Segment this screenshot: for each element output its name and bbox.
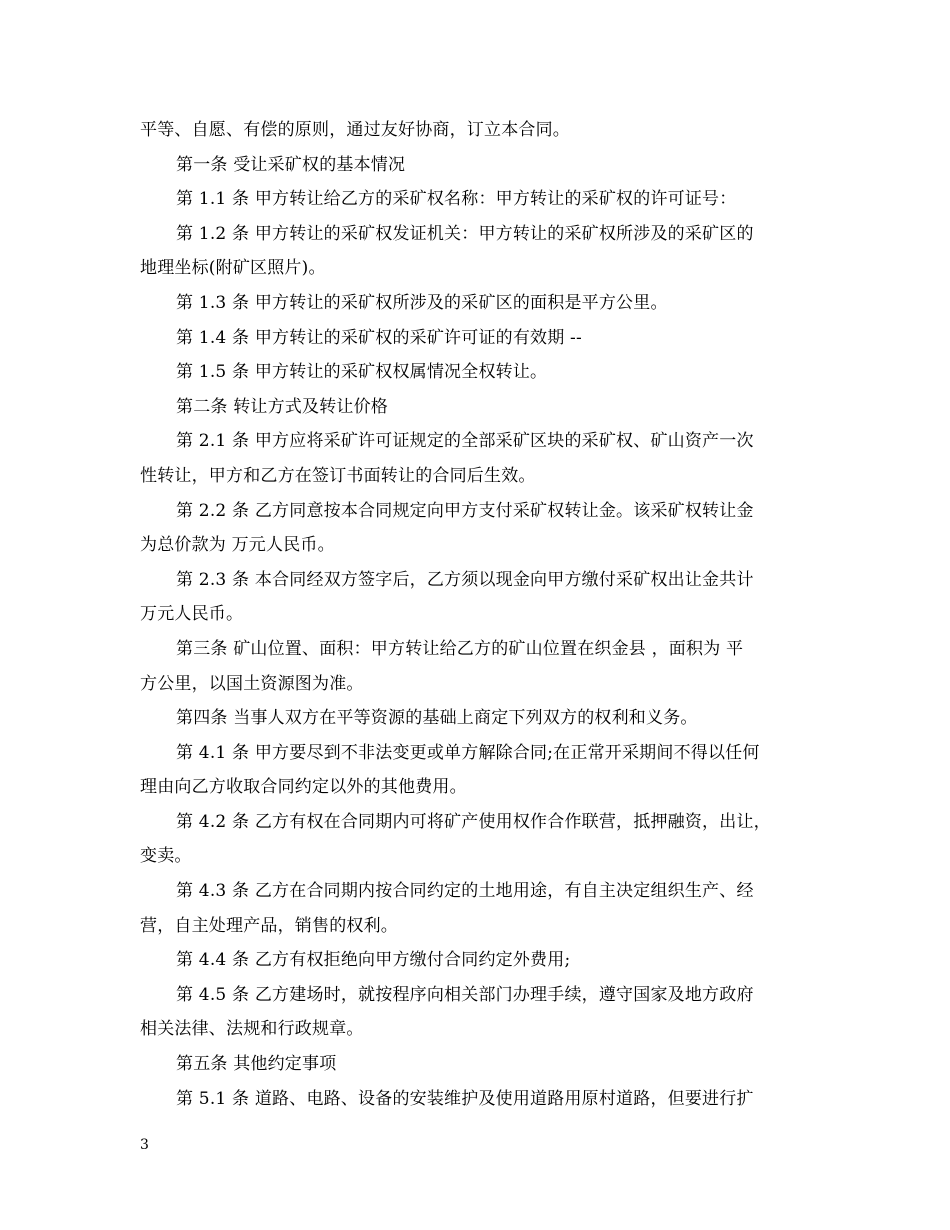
text-line: 第四条 当事人双方在平等资源的基础上商定下列双方的权利和义务。 (176, 708, 698, 729)
text-line: 相关法律、法规和行政规章。 (140, 1019, 364, 1040)
text-line: 第 4.4 条 乙方有权拒绝向甲方缴付合同约定外费用; (176, 950, 571, 971)
text-line: 第 1.1 条 甲方转让给乙方的采矿权名称：甲方转让的采矿权的许可证号： (176, 189, 737, 210)
text-line: 方公里，以国土资源图为准。 (140, 673, 364, 694)
text-line: 第 2.2 条 乙方同意按本合同规定向甲方支付采矿权转让金。该采矿权转让金 (176, 500, 754, 521)
text-line: 第 1.5 条 甲方转让的采矿权权属情况全权转让。 (176, 362, 548, 383)
text-line: 第 2.3 条 本合同经双方签字后，乙方须以现金向甲方缴付采矿权出让金共计 (176, 569, 754, 590)
text-line: 第 2.1 条 甲方应将采矿许可证规定的全部采矿区块的采矿权、矿山资产一次 (176, 431, 754, 452)
text-line: 第 4.2 条 乙方有权在合同期内可将矿产使用权作合作联营，抵押融资，出让， (176, 811, 771, 832)
text-line: 第三条 矿山位置、面积：甲方转让给乙方的矿山位置在织金县 ，面积为 平 (176, 638, 744, 659)
text-line: 理由向乙方收取合同约定以外的其他费用。 (140, 777, 467, 798)
text-line: 变卖。 (140, 846, 192, 867)
text-line: 第 1.2 条 甲方转让的采矿权发证机关：甲方转让的采矿权所涉及的采矿区的 (176, 223, 754, 244)
text-line: 为总价款为 万元人民币。 (140, 535, 335, 556)
text-line: 第二条 转让方式及转让价格 (176, 396, 389, 417)
document-body (140, 113, 820, 1116)
text-line: 平等、自愿、有偿的原则，通过友好协商，订立本合同。 (140, 120, 570, 140)
page-number: 3 (140, 1137, 149, 1153)
text-line: 性转让，甲方和乙方在签订书面转让的合同后生效。 (140, 465, 536, 486)
text-line: 万元人民币。 (140, 604, 244, 625)
text-line: 第五条 其他约定事项 (176, 1054, 337, 1075)
text-line: 第 1.4 条 甲方转让的采矿权的采矿许可证的有效期 -- (176, 327, 582, 348)
text-line: 第 4.3 条 乙方在合同期内按合同约定的土地用途，有自主决定组织生产、经 (176, 881, 754, 902)
text-line: 第 4.1 条 甲方要尽到不非法变更或单方解除合同;在正常开采期间不得以任何 (176, 742, 760, 763)
text-line: 第 5.1 条 道路、电路、设备的安装维护及使用道路用原村道路，但要进行扩 (176, 1088, 754, 1109)
text-line: 第 1.3 条 甲方转让的采矿权所涉及的采矿区的面积是平方公里。 (176, 292, 668, 313)
text-line: 第 4.5 条 乙方建场时，就按程序向相关部门办理手续，遵守国家及地方政府 (176, 984, 754, 1005)
text-line: 营，自主处理产品，销售的权利。 (140, 915, 398, 936)
text-line: 地理坐标(附矿区照片)。 (140, 258, 326, 279)
text-line: 第一条 受让采矿权的基本情况 (176, 154, 406, 175)
